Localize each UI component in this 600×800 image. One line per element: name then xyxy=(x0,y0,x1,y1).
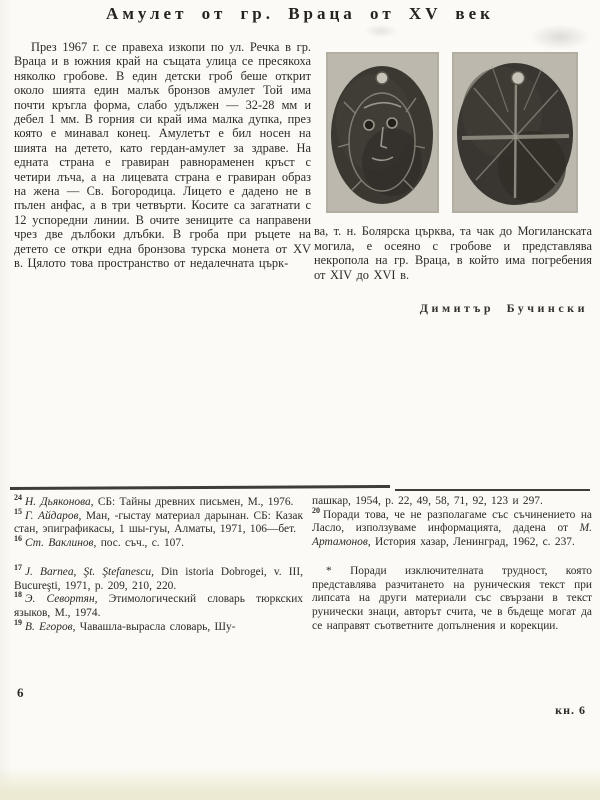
article-title: Амулет от гр. Враца от XV век xyxy=(106,4,494,23)
footnote-text: Ман, -гыстау материал дарынан. СБ: Казак стан, эпиграфикасы, 1 шы-гуы, Алматы, 1971, 106—бет. xyxy=(14,509,303,536)
footnote-text: Din istoria Dobrogei, v. III, Bucureşti, 1971, p. 209, 210, 220. xyxy=(14,565,303,592)
footnote-17 xyxy=(14,563,303,593)
author-name: Димитър Бучински xyxy=(419,301,588,315)
footnote-number: 16 xyxy=(14,534,22,544)
amulet-photo-back xyxy=(452,52,578,213)
footnote-19-continuation: пашкар, 1954, p. 22, 49, 58, 71, 92, 123 и 297. xyxy=(312,495,543,507)
amulet-photo-front xyxy=(326,52,439,213)
footnote-author: Ст. Ваклинов, xyxy=(25,537,97,550)
footnote-separator xyxy=(10,485,390,490)
footnote-15 xyxy=(14,506,303,537)
footnote-text: СБ: Тайны древних письмен, М., 1976. xyxy=(93,496,294,508)
footnote-text: Поради това, че не разполагаме със съчинението на Ласло, използуваме информацията, дадена от xyxy=(312,508,592,535)
issue-label: кн. 6 xyxy=(555,703,586,717)
article-body-right: ва, т. н. Болярска църква, та чак до Могиланската могила, е осеяно с гробове и представлява некропола на гр. Враца, в който има погребения от XIV до XVI в. xyxy=(314,224,592,282)
amulet-front-image xyxy=(326,52,439,213)
footnotes-right-column xyxy=(312,495,592,633)
footnote-text: Чавашла-вырасла словарь, Шу- xyxy=(75,620,236,633)
footnote-number: 19 xyxy=(14,617,22,627)
footnote-text: Этимологический словарь тюркских языков, М., 1974. xyxy=(14,593,304,619)
footnote-16 xyxy=(14,534,303,551)
footnote-author: В. Егоров, xyxy=(25,620,76,633)
footnote-separator xyxy=(395,489,590,491)
suspension-hole xyxy=(512,72,525,85)
footnote-starred: * Поради изключителната трудност, която представлява разчитането на руническия текст при липсата на други материали със свързани в текст рунически знаци, авторът счита, че в бъдеще могат да се направят съответните допълнения и корекции. xyxy=(312,564,592,632)
scan-smudge xyxy=(530,24,590,50)
footnote-number: 15 xyxy=(14,506,22,516)
footnote-number: 17 xyxy=(14,563,22,573)
footnote-number: 20 xyxy=(312,505,320,515)
footnote-number: 18 xyxy=(14,590,22,600)
article-body-left: През 1967 г. се правеха изкопи по ул. Речка в гр. Враца и в южния край на същата улица се пресякоха няколко гробове. В един детски гроб беше открит около шията един малък бронзов амулет Той има почти кръгла форма, слабо удължен — 32-28 мм и дебел 1 мм. В горния си край има малка дупка, през която е минавал конец. Амулетът е бил носен на шията на детето, като гердан-амулет за здраве. На едната страна е гравиран равнораменен кръст с четири лъча, а на лицевата страна е гравиран образ на жена — Св. Богородица. Лицето е дадено не в пълен анфас, а в три четвърти. Косите са загатнати с 12 успоредни линии. В очите зениците са направени чрез две дълбоки длъбки. В гроба при ръцете на детето се откри една бронзова турска монета от XV в. Цялото това пространство от недалечната църк- xyxy=(14,40,311,271)
footnote-author: Э. Севортян, xyxy=(25,593,98,606)
footnote-text: История хазар, Ленинград, 1962, с. 237. xyxy=(370,536,575,549)
suspension-hole xyxy=(376,72,388,84)
amulet-photos xyxy=(326,52,578,213)
footnote-author: Г. Айдаров, xyxy=(25,509,82,522)
footnote-author: J. Barnea, Şt. Ştefanescu, xyxy=(25,565,154,578)
footnote-20 xyxy=(312,505,592,550)
footnote-18 xyxy=(14,590,304,620)
scan-smudge xyxy=(364,24,398,38)
footnotes-left-column xyxy=(14,493,304,634)
page-number: 6 xyxy=(17,685,24,700)
footnote-19 xyxy=(14,617,303,635)
footnote-number: 24 xyxy=(14,493,22,503)
footnote-text: пос. съч., с. 107. xyxy=(96,537,184,550)
footnote-author: М. Артамонов, xyxy=(312,522,592,549)
footnote-author: Н. Дьяконова, xyxy=(25,496,94,508)
amulet-back-image xyxy=(452,52,578,213)
footnote-24 xyxy=(14,493,303,510)
